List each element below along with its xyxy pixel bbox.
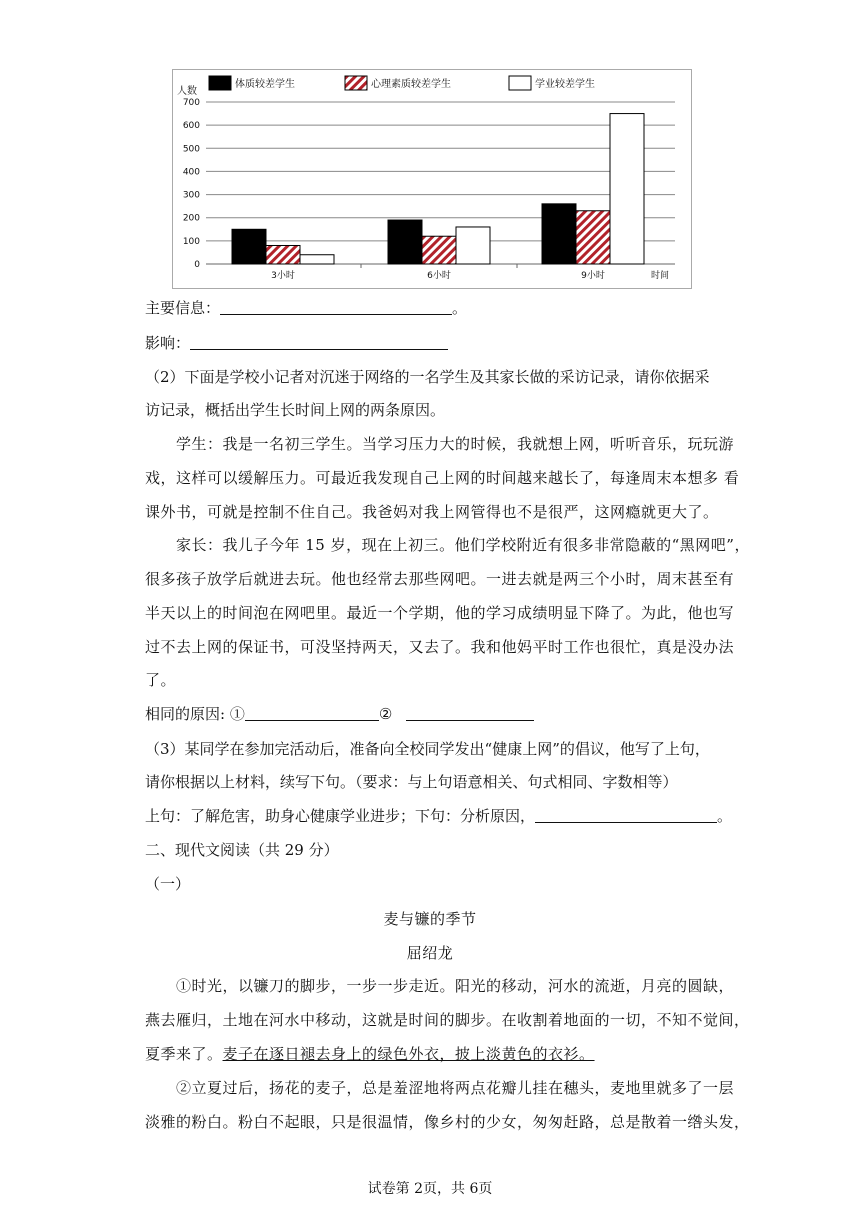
next-sentence-blank[interactable] [535, 806, 717, 823]
bar [542, 204, 576, 264]
legend-label: 体质较差学生 [235, 79, 295, 90]
section-heading: 二、现代文阅读（共 29 分） [145, 841, 339, 859]
para1-line-3 [145, 1044, 595, 1064]
para1-line-2: 燕去雁归，土地在河水中移动，这就是时间的脚步。在收割着地面的一切，不知不觉间， [145, 1011, 750, 1029]
parent-line-2: 很多孩子放学后就进去玩。他也经常去那些网吧。一进去就是两三个小时，周末甚至有 [145, 570, 735, 588]
bar [388, 220, 422, 264]
para1-line-1: ①时光，以镰刀的脚步，一步一步走近。阳光的移动，河水的流逝，月亮的圆缺， [176, 977, 735, 995]
section-sub: （一） [145, 875, 191, 893]
influence-label: 影响： [145, 334, 191, 352]
q2-answer-line [145, 704, 534, 724]
x-axis-label: 时间 [651, 271, 670, 281]
q3-sentence: 上句：了解危害，助身心健康学业进步；下句：分析原因， [145, 807, 536, 825]
bar [232, 229, 266, 264]
influence-line [145, 333, 448, 353]
legend-swatch [345, 76, 367, 90]
article-title: 麦与镰的季节 [383, 910, 477, 928]
legend-swatch [509, 76, 531, 90]
parent-line-3: 半天以上的时间泡在网吧里。最近一个学期，他的学习成绩明显下降了。为此，他也写 [145, 604, 735, 622]
y-tick-label: 200 [182, 213, 200, 224]
q3-sentence-end: 。 [717, 807, 733, 825]
bar [576, 211, 610, 264]
legend-label: 学业较差学生 [535, 79, 595, 90]
y-tick-label: 500 [182, 144, 200, 155]
x-tick-label: 3小时 [271, 271, 295, 281]
para2-line-2: 淡雅的粉白。粉白不起眼，只是很温情，像乡村的少女，匆匆赶路，总是散着一绺头发， [145, 1113, 750, 1131]
y-tick-label: 700 [182, 98, 200, 108]
q2-answer-label: 相同的原因: ① [145, 705, 245, 723]
chart-svg [173, 70, 691, 288]
para2-line-1: ②立夏过后，扬花的麦子，总是羞涩地将两点花瓣儿挂在穗头，麦地里就多了一层 [176, 1079, 735, 1097]
q3-prompt-1: （3）某同学在参加完活动后，准备向全校同学发出“健康上网”的倡议，他写了上句， [145, 740, 710, 758]
parent-line-1: 家长：我儿子今年 15 岁，现在上初三。他们学校附近有很多非常隐蔽的“黑网吧”， [176, 536, 750, 554]
y-tick-label: 600 [182, 121, 200, 132]
reason-1-blank[interactable] [245, 704, 379, 721]
y-tick-label: 400 [182, 167, 200, 178]
q3-sentence-line [145, 806, 732, 826]
y-tick-label: 300 [182, 190, 200, 201]
q2-prompt-1: （2）下面是学校小记者对沉迷于网络的一名学生及其家长做的采访记录，请你依据采 [145, 368, 710, 386]
bar [422, 236, 456, 264]
bar [266, 245, 300, 264]
student-line-1: 学生：我是一名初三学生。当学习压力大的时候，我就想上网，听听音乐，玩玩游 [176, 435, 735, 453]
bar [456, 227, 490, 264]
influence-blank[interactable] [190, 333, 448, 350]
bar-chart [172, 69, 692, 289]
page-footer: 试卷第 2页，共 6页 [367, 1181, 493, 1197]
y-tick-label: 0 [194, 260, 200, 270]
q3-prompt-2: 请你根据以上材料，续写下句。（要求：与上句语意相关、句式相同、字数相等） [145, 773, 678, 791]
x-tick-label: 9小时 [581, 271, 605, 281]
parent-line-5: 了。 [145, 671, 177, 689]
student-line-2: 戏，这样可以缓解压力。可最近我发现自己上网的时间越来越长了，每逢周末本想多 看 [145, 469, 740, 487]
main-info-label: 主要信息： [145, 299, 221, 317]
parent-line-4: 过不去上网的保证书，可没坚持两天，又去了。我和他妈平时工作也很忙，真是没办法 [145, 638, 735, 656]
student-line-3: 课外书，可就是控制不住自己。我爸妈对我上网管得也不是很严，这网瘾就更大了。 [145, 503, 719, 521]
bar [610, 114, 644, 264]
q2-answer-second: ② [378, 705, 393, 723]
q2-prompt-2: 访记录，概括出学生长时间上网的两条原因。 [145, 401, 446, 419]
main-info-line [145, 298, 467, 318]
article-author: 屈绍龙 [406, 944, 454, 962]
main-info-blank[interactable] [220, 298, 452, 315]
para1-text: 夏季来了。 [145, 1045, 223, 1063]
para1-underlined-sentence: 麦子在逐日褪去身上的绿色外衣，披上淡黄色的衣衫。 [222, 1045, 595, 1063]
y-tick-label: 100 [182, 236, 200, 247]
reason-2-blank[interactable] [406, 704, 534, 721]
legend-swatch [209, 76, 231, 90]
bar [300, 255, 334, 264]
main-info-end: 。 [452, 299, 468, 317]
legend-label: 心理素质较差学生 [371, 79, 451, 90]
x-tick-label: 6小时 [427, 271, 451, 281]
y-axis-label: 人数 [177, 86, 197, 97]
